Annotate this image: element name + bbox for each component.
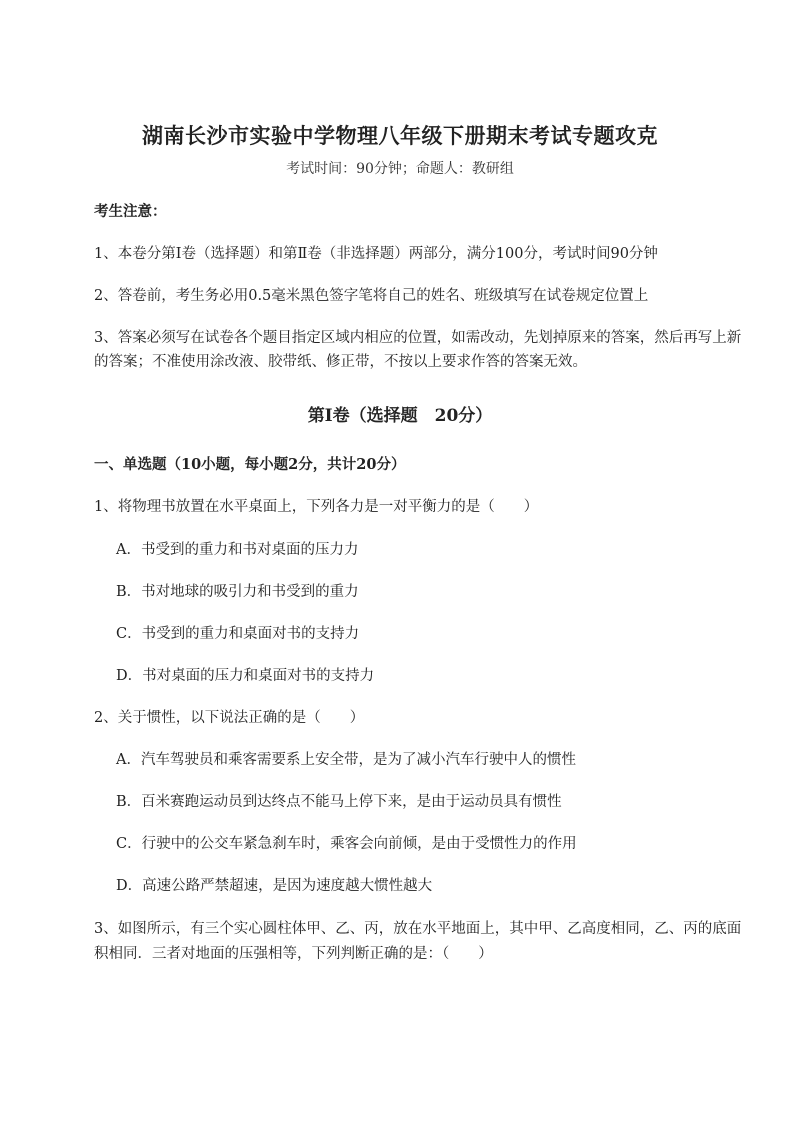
answer-option: C．行驶中的公交车紧急刹车时，乘客会向前倾，是由于受惯性力的作用 [116, 836, 577, 852]
answer-option: B．书对地球的吸引力和书受到的重力 [116, 584, 359, 600]
question-stem-continuation: 积相同．三者对地面的压强相等，下列判断正确的是：（ ） [94, 946, 493, 962]
notice-item: 2、答卷前，考生务必用0.5毫米黑色签字笔将自己的姓名、班级填写在试卷规定位置上 [94, 288, 649, 304]
exam-subtitle: 考试时间：90分钟；命题人：教研组 [286, 161, 514, 177]
answer-option: C．书受到的重力和桌面对书的支持力 [116, 626, 360, 642]
answer-option: A．书受到的重力和书对桌面的压力力 [116, 542, 359, 558]
notice-item: 3、答案必须写在试卷各个题目指定区域内相应的位置，如需改动，先划掉原来的答案，然后再写上新 [94, 330, 742, 346]
question-stem: 1、将物理书放置在水平桌面上，下列各力是一对平衡力的是（ ） [94, 499, 539, 515]
answer-option: D．书对桌面的压力和桌面对书的支持力 [116, 668, 375, 684]
exam-title: 湖南长沙市实验中学物理八年级下册期末考试专题攻克 [142, 123, 658, 148]
answer-option: B．百米赛跑运动员到达终点不能马上停下来，是由于运动员具有惯性 [116, 794, 562, 810]
part-heading: 一、单选题（10小题，每小题2分，共计20分） [94, 456, 406, 473]
question-stem: 2、关于惯性，以下说法正确的是（ ） [94, 710, 365, 726]
notice-item-continuation: 的答案；不准使用涂改液、胶带纸、修正带，不按以上要求作答的答案无效。 [94, 354, 587, 370]
notice-heading: 考生注意： [94, 203, 167, 220]
section-title: 第Ⅰ卷（选择题 20分） [307, 406, 493, 426]
notice-item: 1、本卷分第Ⅰ卷（选择题）和第Ⅱ卷（非选择题）两部分，满分100分，考试时间90分钟 [94, 246, 658, 262]
answer-option: A．汽车驾驶员和乘客需要系上安全带，是为了减小汽车行驶中人的惯性 [116, 752, 576, 768]
question-stem: 3、如图所示，有三个实心圆柱体甲、乙、丙，放在水平地面上，其中甲、乙高度相同，乙、丙的底面 [94, 921, 742, 937]
answer-option: D．高速公路严禁超速，是因为速度越大惯性越大 [116, 878, 433, 894]
